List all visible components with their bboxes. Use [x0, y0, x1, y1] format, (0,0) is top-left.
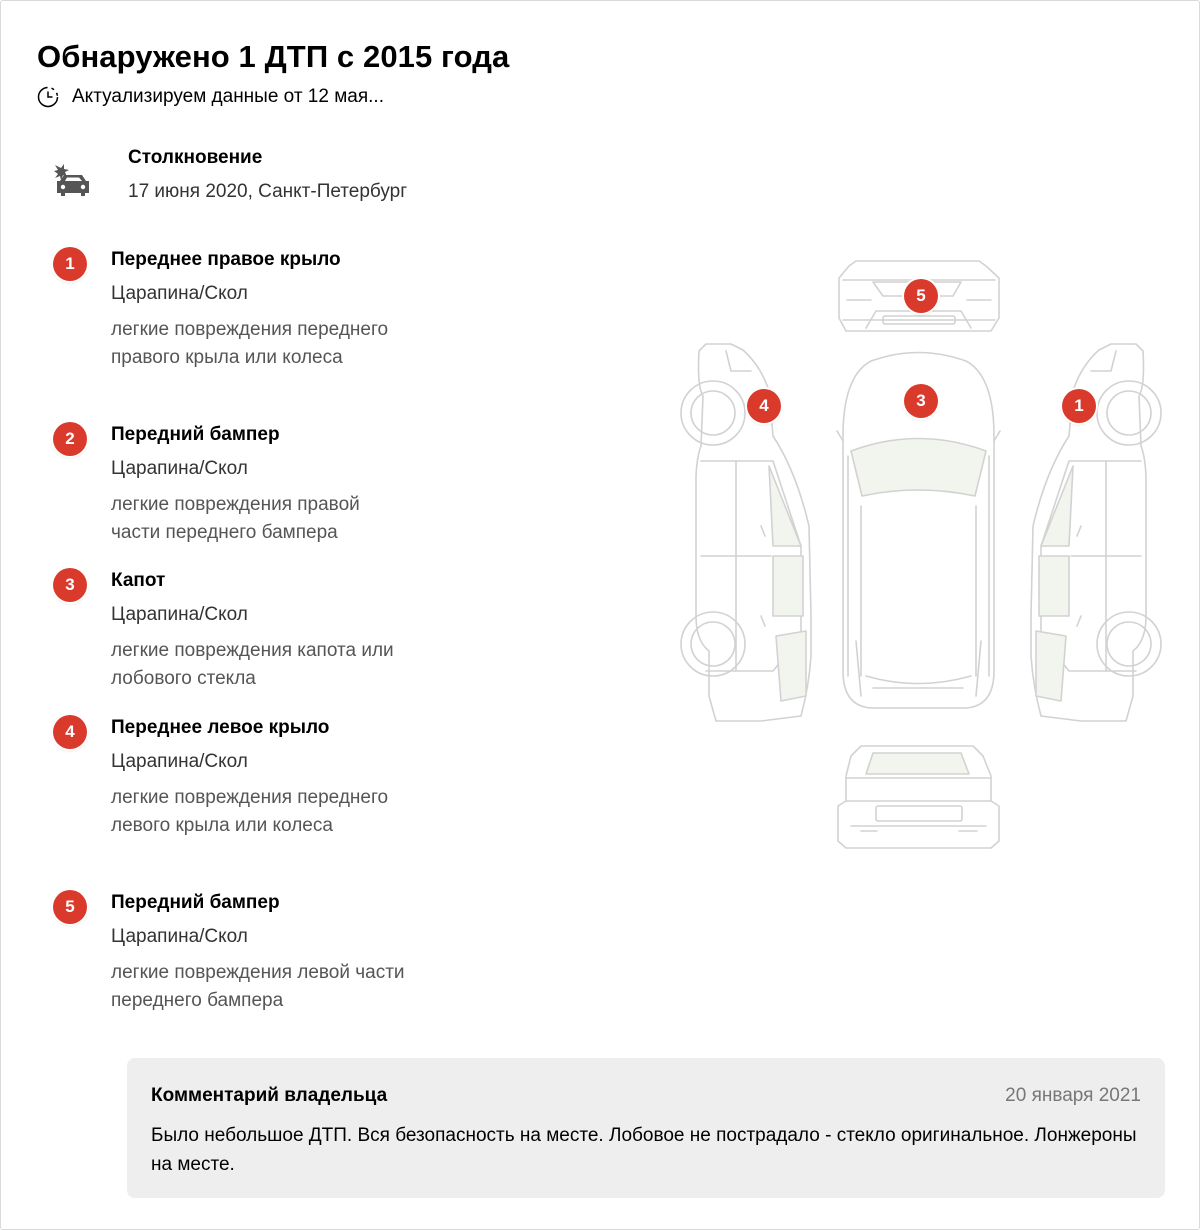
owner-comment-title: Комментарий владельца	[151, 1085, 388, 1106]
damage-description: легкие повреждения правой части переднего бампера	[111, 494, 360, 543]
car-damage-diagram	[661, 256, 1181, 856]
damage-part: Передний бампер	[111, 892, 280, 913]
clock-icon	[37, 86, 59, 108]
update-status-text: Актуализируем данные от 12 мая...	[72, 86, 384, 107]
damage-number-badge: 5	[53, 890, 87, 924]
damage-kind: Царапина/Скол	[111, 283, 248, 304]
damage-part: Передний бампер	[111, 424, 280, 445]
damage-description: легкие повреждения переднего правого крыла или колеса	[111, 319, 389, 368]
damage-description: легкие повреждения левой части переднего бампера	[111, 962, 405, 1011]
damage-kind: Царапина/Скол	[111, 458, 248, 479]
damage-kind: Царапина/Скол	[111, 751, 248, 772]
accident-date-place: 17 июня 2020, Санкт-Петербург	[128, 181, 408, 202]
damage-description: легкие повреждения переднего левого крыла или колеса	[111, 787, 389, 836]
damage-kind: Царапина/Скол	[111, 604, 248, 625]
damage-number-badge: 4	[53, 715, 87, 749]
owner-comment-text: Было небольшое ДТП. Вся безопасность на месте. Лобовое не пострадало - стекло оригинальное. Лонжероны на месте.	[151, 1125, 1137, 1175]
damage-number-badge: 2	[53, 422, 87, 456]
owner-comment	[127, 1058, 1165, 1198]
car-crash-icon	[51, 159, 93, 201]
damage-part: Переднее левое крыло	[111, 717, 330, 738]
accident-type: Столкновение	[128, 147, 263, 168]
page-title: Обнаружено 1 ДТП с 2015 года	[37, 39, 510, 74]
damage-number-badge: 3	[53, 568, 87, 602]
diagram-marker: 4	[747, 389, 781, 423]
owner-comment-date: 20 января 2021	[1005, 1085, 1141, 1106]
damage-part: Капот	[111, 570, 166, 591]
car-outline-icon	[661, 256, 1181, 856]
damage-number-badge: 1	[53, 247, 87, 281]
diagram-marker: 1	[1062, 389, 1096, 423]
diagram-marker: 5	[904, 279, 938, 313]
damage-kind: Царапина/Скол	[111, 926, 248, 947]
diagram-marker: 3	[904, 384, 938, 418]
update-status	[37, 85, 384, 109]
damage-part: Переднее правое крыло	[111, 249, 341, 270]
damage-description: легкие повреждения капота или лобового стекла	[111, 640, 394, 689]
